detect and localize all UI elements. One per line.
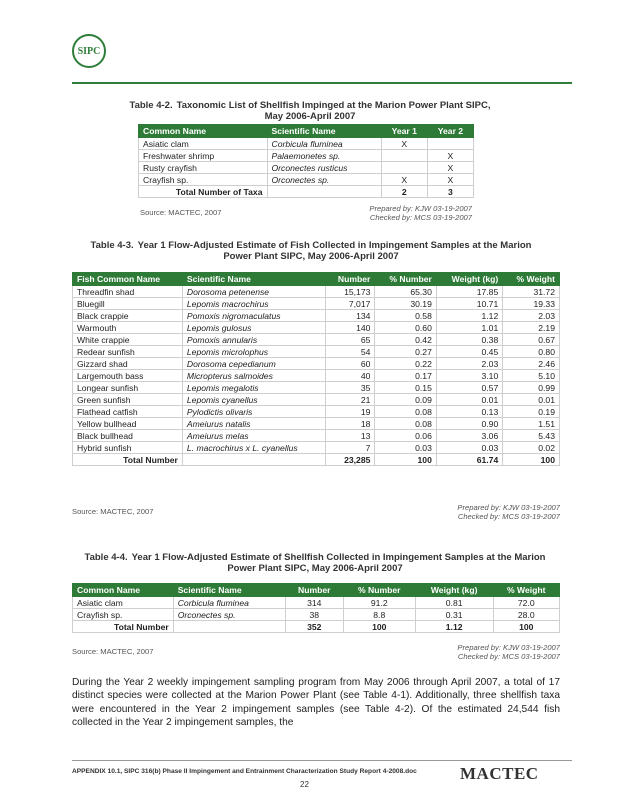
table-cell: 18 bbox=[325, 418, 375, 430]
table-cell: Pylodictis olivaris bbox=[182, 406, 325, 418]
table-cell: X bbox=[381, 174, 427, 186]
table-cell: X bbox=[381, 138, 427, 150]
column-header: Fish Common Name bbox=[73, 273, 183, 286]
table-row bbox=[139, 162, 474, 174]
table-total-row bbox=[73, 621, 560, 633]
table-4-2-source: Source: MACTEC, 2007 bbox=[140, 208, 222, 217]
table-cell: 0.38 bbox=[436, 334, 502, 346]
table-cell: Lepomis megalotis bbox=[182, 382, 325, 394]
table-cell: 0.01 bbox=[503, 394, 560, 406]
table-cell: Redear sunfish bbox=[73, 346, 183, 358]
table-cell: 10.71 bbox=[436, 298, 502, 310]
table-total-row bbox=[73, 454, 560, 466]
table-cell: 7,017 bbox=[325, 298, 375, 310]
table-header-row bbox=[73, 273, 560, 286]
column-header: Scientific Name bbox=[267, 125, 381, 138]
total-cell: 3 bbox=[427, 186, 473, 198]
table-cell: 0.22 bbox=[375, 358, 436, 370]
table-cell: Orconectes sp. bbox=[173, 609, 285, 621]
table-cell: Green sunfish bbox=[73, 394, 183, 406]
table-cell: 140 bbox=[325, 322, 375, 334]
table-cell: 15,173 bbox=[325, 286, 375, 298]
total-cell: 2 bbox=[381, 186, 427, 198]
mactec-logo: MACTEC bbox=[460, 764, 539, 783]
footer-filename: APPENDIX 10.1, SIPC 316(b) Phase II Impingement and Entrainment Characterization Study Report 4-2008.doc bbox=[72, 768, 417, 775]
column-header: Scientific Name bbox=[182, 273, 325, 286]
table-cell: Orconectes sp. bbox=[267, 174, 381, 186]
table-row bbox=[139, 150, 474, 162]
table-cell: Black crappie bbox=[73, 310, 183, 322]
column-header: Year 1 bbox=[381, 125, 427, 138]
total-cell: 352 bbox=[285, 621, 343, 633]
table-4-4 bbox=[72, 583, 560, 633]
table-cell: 38 bbox=[285, 609, 343, 621]
table-row bbox=[73, 609, 560, 621]
footer-rule bbox=[72, 760, 572, 761]
table-cell: 314 bbox=[285, 597, 343, 609]
table-cell: 13 bbox=[325, 430, 375, 442]
table-cell: X bbox=[427, 150, 473, 162]
table-cell: Largemouth bass bbox=[73, 370, 183, 382]
column-header: % Number bbox=[343, 584, 415, 597]
table-header-row bbox=[73, 584, 560, 597]
table-cell: 0.80 bbox=[503, 346, 560, 358]
table-cell: 91.2 bbox=[343, 597, 415, 609]
column-header: Common Name bbox=[73, 584, 174, 597]
table-row bbox=[73, 406, 560, 418]
table-4-2-caption: Table 4-2. Taxonomic List of Shellfish Impinged at the Marion Power Plant SIPC, May 2006-April 2007 bbox=[129, 100, 491, 122]
table-cell: 31.72 bbox=[503, 286, 560, 298]
table-4-3-prepared: Prepared by: KJW 03-19-2007 Checked by: MCS 03-19-2007 bbox=[457, 503, 560, 521]
total-cell: 100 bbox=[493, 621, 559, 633]
table-cell: 0.45 bbox=[436, 346, 502, 358]
table-row bbox=[73, 346, 560, 358]
table-cell: 7 bbox=[325, 442, 375, 454]
column-header: Weight (kg) bbox=[436, 273, 502, 286]
table-cell: Hybrid sunfish bbox=[73, 442, 183, 454]
table-cell: 0.27 bbox=[375, 346, 436, 358]
column-header: Weight (kg) bbox=[415, 584, 493, 597]
table-cell: Lepomis microlophus bbox=[182, 346, 325, 358]
total-cell: 100 bbox=[375, 454, 436, 466]
table-cell: 0.08 bbox=[375, 406, 436, 418]
table-cell: L. macrochirus x L. cyanellus bbox=[182, 442, 325, 454]
total-cell: Total Number of Taxa bbox=[139, 186, 268, 198]
table-cell: 2.46 bbox=[503, 358, 560, 370]
table-cell: 0.31 bbox=[415, 609, 493, 621]
table-cell: Black bullhead bbox=[73, 430, 183, 442]
table-row bbox=[73, 322, 560, 334]
table-cell: 0.03 bbox=[436, 442, 502, 454]
table-4-4-source: Source: MACTEC, 2007 bbox=[72, 647, 154, 656]
table-4-2 bbox=[138, 124, 474, 198]
table-row bbox=[73, 442, 560, 454]
table-4-4-prepared: Prepared by: KJW 03-19-2007 Checked by: MCS 03-19-2007 bbox=[457, 643, 560, 661]
table-cell: 72.0 bbox=[493, 597, 559, 609]
table-cell: 30.19 bbox=[375, 298, 436, 310]
table-cell: 3.06 bbox=[436, 430, 502, 442]
table-cell: White crappie bbox=[73, 334, 183, 346]
table-cell bbox=[381, 150, 427, 162]
table-cell: Flathead catfish bbox=[73, 406, 183, 418]
table-cell: 65.30 bbox=[375, 286, 436, 298]
table-cell: Ameiurus natalis bbox=[182, 418, 325, 430]
table-cell: X bbox=[427, 162, 473, 174]
column-header: Scientific Name bbox=[173, 584, 285, 597]
table-cell: Lepomis macrochirus bbox=[182, 298, 325, 310]
body-paragraph: During the Year 2 weekly impingement sampling program from May 2006 through April 2007, a total of 17 distinct species were collected at the Marion Power Plant (see Table 4-1). Additionally, three shellfish taxa were encountered in the Year 2 impingement samples (see Table 4-2). Of the estimated 24,544 fish collected in the Year 2 impingement samples, the bbox=[72, 677, 560, 729]
table-cell: Pomoxis nigromaculatus bbox=[182, 310, 325, 322]
total-cell bbox=[267, 186, 381, 198]
table-cell: 0.67 bbox=[503, 334, 560, 346]
table-cell: 0.06 bbox=[375, 430, 436, 442]
table-cell: 35 bbox=[325, 382, 375, 394]
table-cell: 0.58 bbox=[375, 310, 436, 322]
table-cell: 19.33 bbox=[503, 298, 560, 310]
table-cell: 3.10 bbox=[436, 370, 502, 382]
table-row bbox=[73, 394, 560, 406]
column-header: Year 2 bbox=[427, 125, 473, 138]
table-cell: 0.19 bbox=[503, 406, 560, 418]
table-4-2-prepared: Prepared by: KJW 03-19-2007 Checked by: MCS 03-19-2007 bbox=[369, 204, 472, 222]
table-cell: Corbicula fluminea bbox=[173, 597, 285, 609]
table-row bbox=[73, 597, 560, 609]
table-cell: 40 bbox=[325, 370, 375, 382]
table-cell: Ameiurus melas bbox=[182, 430, 325, 442]
table-cell: 0.02 bbox=[503, 442, 560, 454]
sipc-logo bbox=[72, 34, 106, 68]
table-cell: 0.09 bbox=[375, 394, 436, 406]
table-cell: Threadfin shad bbox=[73, 286, 183, 298]
table-row bbox=[73, 286, 560, 298]
table-cell: 5.43 bbox=[503, 430, 560, 442]
table-cell: 0.57 bbox=[436, 382, 502, 394]
total-cell: 23,285 bbox=[325, 454, 375, 466]
table-4-3-caption: Table 4-3. Year 1 Flow-Adjusted Estimate of Fish Collected in Impingement Samples at the Marion Power Plant SIPC, May 2006-April 2007 bbox=[90, 240, 532, 262]
table-cell: 1.12 bbox=[436, 310, 502, 322]
table-cell: 60 bbox=[325, 358, 375, 370]
header-rule bbox=[72, 82, 572, 84]
table-cell: 28.0 bbox=[493, 609, 559, 621]
total-cell: Total Number bbox=[73, 454, 183, 466]
column-header: Number bbox=[325, 273, 375, 286]
table-cell: Yellow bullhead bbox=[73, 418, 183, 430]
table-4-3-source: Source: MACTEC, 2007 bbox=[72, 507, 154, 516]
total-cell: Total Number bbox=[73, 621, 174, 633]
table-cell: Pomoxis annularis bbox=[182, 334, 325, 346]
table-cell: 0.99 bbox=[503, 382, 560, 394]
table-cell: Corbicula fluminea bbox=[267, 138, 381, 150]
total-cell: 61.74 bbox=[436, 454, 502, 466]
table-cell: Freshwater shrimp bbox=[139, 150, 268, 162]
table-cell: Gizzard shad bbox=[73, 358, 183, 370]
table-cell: 0.60 bbox=[375, 322, 436, 334]
table-cell: Rusty crayfish bbox=[139, 162, 268, 174]
table-cell: 0.03 bbox=[375, 442, 436, 454]
column-header: Number bbox=[285, 584, 343, 597]
table-cell: 0.15 bbox=[375, 382, 436, 394]
table-cell: 17.85 bbox=[436, 286, 502, 298]
table-cell: 0.13 bbox=[436, 406, 502, 418]
table-cell: 1.51 bbox=[503, 418, 560, 430]
table-row bbox=[73, 310, 560, 322]
page-number: 22 bbox=[300, 780, 309, 789]
total-cell: 100 bbox=[503, 454, 560, 466]
table-cell: Crayfish sp. bbox=[73, 609, 174, 621]
table-cell: 134 bbox=[325, 310, 375, 322]
table-cell: 5.10 bbox=[503, 370, 560, 382]
column-header: % Weight bbox=[493, 584, 559, 597]
table-cell: Warmouth bbox=[73, 322, 183, 334]
table-cell: 0.01 bbox=[436, 394, 502, 406]
table-4-3 bbox=[72, 272, 560, 466]
table-cell: Longear sunfish bbox=[73, 382, 183, 394]
column-header: Common Name bbox=[139, 125, 268, 138]
total-cell bbox=[182, 454, 325, 466]
table-header-row bbox=[139, 125, 474, 138]
table-cell: Palaemonetes sp. bbox=[267, 150, 381, 162]
table-row bbox=[139, 174, 474, 186]
table-row bbox=[73, 334, 560, 346]
table-cell: Asiatic clam bbox=[73, 597, 174, 609]
table-row bbox=[139, 138, 474, 150]
table-cell: Bluegill bbox=[73, 298, 183, 310]
table-cell: 0.81 bbox=[415, 597, 493, 609]
table-row bbox=[73, 382, 560, 394]
table-cell: 0.42 bbox=[375, 334, 436, 346]
table-4-4-caption: Table 4-4. Year 1 Flow-Adjusted Estimate of Shellfish Collected in Impingement Samples at the Marion Power Plant SIPC, May 2006-April 2007 bbox=[84, 552, 546, 574]
table-cell: 2.03 bbox=[436, 358, 502, 370]
column-header: % Weight bbox=[503, 273, 560, 286]
table-cell bbox=[381, 162, 427, 174]
table-cell: 0.17 bbox=[375, 370, 436, 382]
table-row bbox=[73, 370, 560, 382]
table-cell: 2.03 bbox=[503, 310, 560, 322]
table-cell: 54 bbox=[325, 346, 375, 358]
table-total-row bbox=[139, 186, 474, 198]
table-cell: 65 bbox=[325, 334, 375, 346]
table-row bbox=[73, 430, 560, 442]
table-row bbox=[73, 298, 560, 310]
table-cell: Lepomis cyanellus bbox=[182, 394, 325, 406]
table-cell: 1.01 bbox=[436, 322, 502, 334]
table-cell: 2.19 bbox=[503, 322, 560, 334]
table-cell: X bbox=[427, 174, 473, 186]
table-cell: 21 bbox=[325, 394, 375, 406]
total-cell: 100 bbox=[343, 621, 415, 633]
table-cell: Dorosoma petenense bbox=[182, 286, 325, 298]
table-cell: 0.08 bbox=[375, 418, 436, 430]
table-cell: Asiatic clam bbox=[139, 138, 268, 150]
table-row bbox=[73, 418, 560, 430]
table-cell: 0.90 bbox=[436, 418, 502, 430]
table-cell bbox=[427, 138, 473, 150]
table-cell: Orconectes rusticus bbox=[267, 162, 381, 174]
table-row bbox=[73, 358, 560, 370]
logo-text: SIPC bbox=[77, 45, 101, 57]
table-cell: Crayfish sp. bbox=[139, 174, 268, 186]
table-cell: 8.8 bbox=[343, 609, 415, 621]
table-cell: Dorosoma cepedianum bbox=[182, 358, 325, 370]
total-cell: 1.12 bbox=[415, 621, 493, 633]
column-header: % Number bbox=[375, 273, 436, 286]
table-cell: Micropterus salmoides bbox=[182, 370, 325, 382]
table-cell: 19 bbox=[325, 406, 375, 418]
total-cell bbox=[173, 621, 285, 633]
table-cell: Lepomis gulosus bbox=[182, 322, 325, 334]
